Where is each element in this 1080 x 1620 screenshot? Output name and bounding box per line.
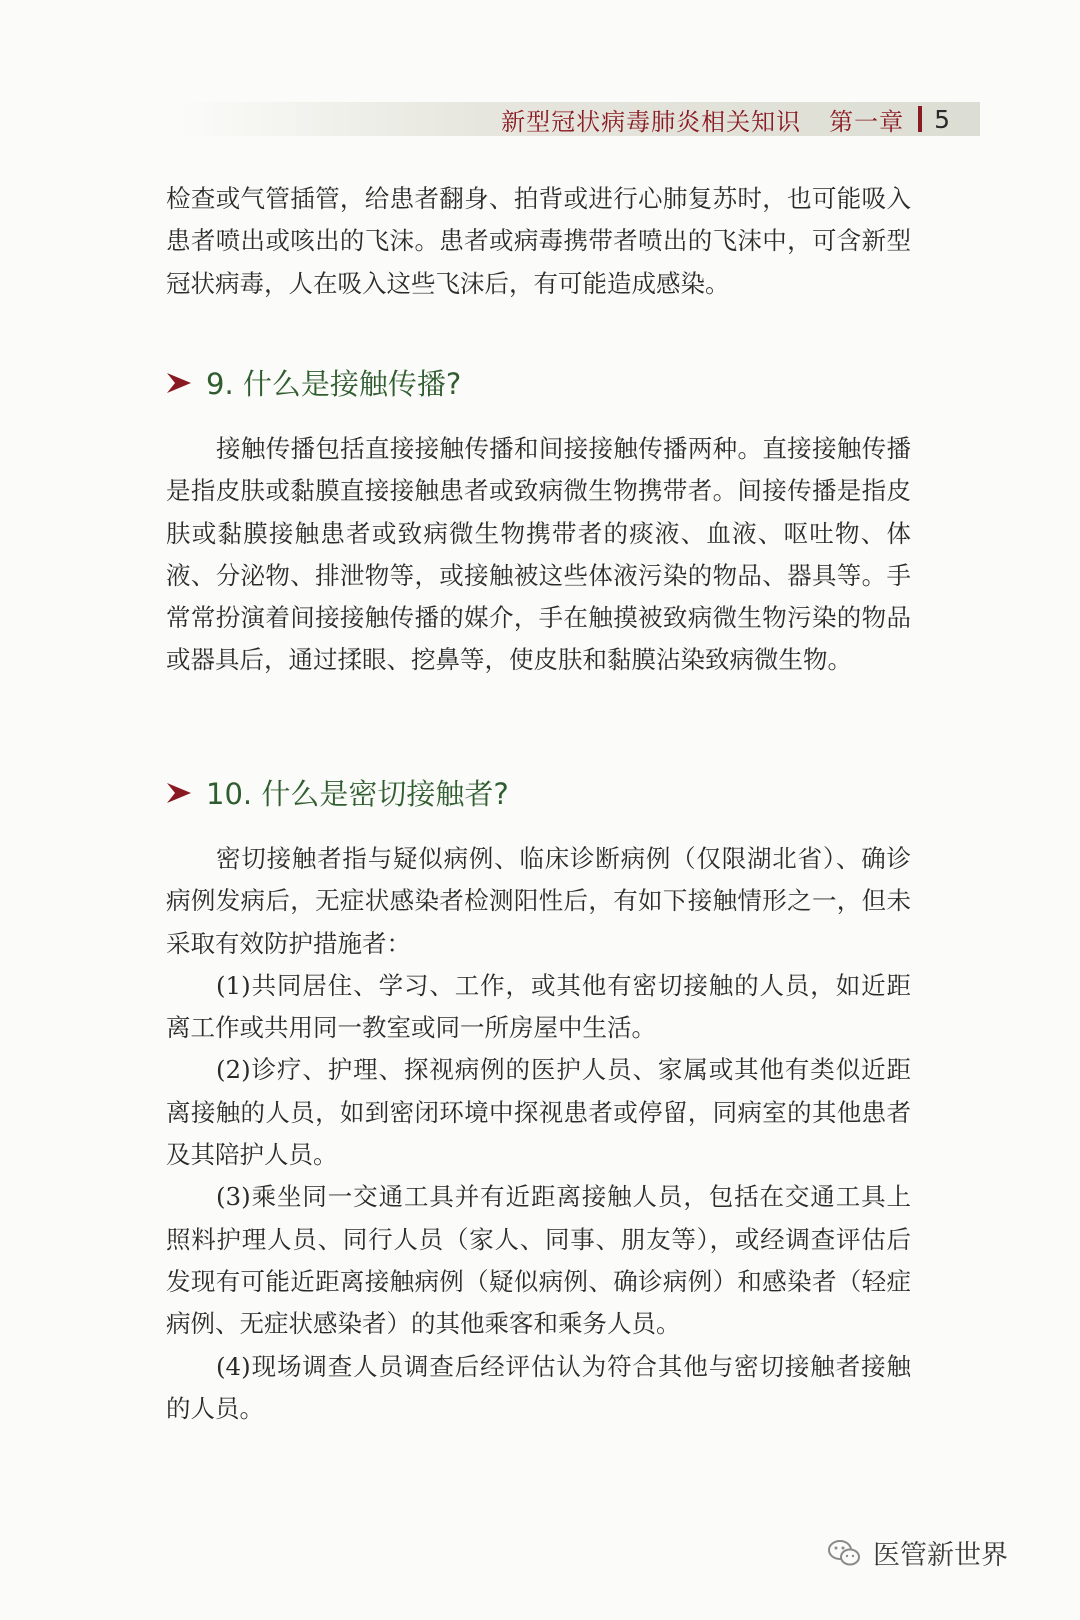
list-item: (3)乘坐同一交通工具并有近距离接触人员，包括在交通工具上照料护理人员、同行人员（家人、同事、朋友等），或经调查评估后发现有可能近距离接触病例（疑似病例、确诊病例）和感染者（轻症病例、无症状感染者）的其他乘客和乘务人员。	[166, 1182, 911, 1339]
section-9-paragraph: 接触传播包括直接接触传播和间接接触传播两种。直接接触传播是指皮肤或黏膜直接接触患者或致病微生物携带者。间接传播是指皮肤或黏膜接触患者或致病微生物携带者的痰液、血液、呕吐物、体液、分泌物、排泄物等，或接触被这些体液污染的物品、器具等。手常常扮演着间接接触传播的媒介，手在触摸被致病微生物污染的物品或器具后，通过揉眼、挖鼻等，使皮肤和黏膜沾染致病微生物。	[166, 434, 911, 675]
chapter-label: 第一章	[829, 107, 905, 136]
book-title: 新型冠状病毒肺炎相关知识	[501, 107, 802, 136]
running-header	[180, 102, 980, 136]
intro-paragraph: 检查或气管插管，给患者翻身、拍背或进行心肺复苏时，也可能吸入患者喷出或咳出的飞沫。患者或病毒携带者喷出的飞沫中，可含新型冠状病毒，人在吸入这些飞沫后，有可能造成感染。	[166, 184, 911, 298]
section-10-heading	[166, 772, 509, 813]
section-9-heading	[166, 362, 461, 403]
watermark-text: 医管新世界	[873, 1540, 1008, 1571]
section-10-intro: 密切接触者指与疑似病例、临床诊断病例（仅限湖北省）、确诊病例发病后，无症状感染者检测阳性后，有如下接触情形之一，但未采取有效防护措施者：	[166, 844, 911, 958]
section-10-title: 10. 什么是密切接触者?	[206, 777, 509, 811]
page-number: 5	[934, 104, 950, 134]
wechat-icon	[827, 1538, 861, 1568]
header-separator	[918, 106, 922, 132]
list-item: (2)诊疗、护理、探视病例的医护人员、家属或其他有类似近距离接触的人员，如到密闭环境中探视患者或停留，同病室的其他患者及其陪护人员。	[166, 1055, 911, 1170]
section-10-body	[166, 838, 911, 1430]
arrow-bullet-icon	[166, 372, 192, 394]
watermark	[827, 1533, 1008, 1572]
section-9-title: 9. 什么是接触传播?	[206, 367, 462, 401]
arrow-bullet-icon	[166, 782, 192, 804]
list-item: (4)现场调查人员调查后经评估认为符合其他与密切接触者接触的人员。	[166, 1351, 911, 1423]
list-item: (1)共同居住、学习、工作，或其他有密切接触的人员，如近距离工作或共用同一教室或同一所房屋中生活。	[166, 970, 911, 1043]
intro-block	[166, 178, 911, 305]
section-9-body	[166, 428, 911, 682]
